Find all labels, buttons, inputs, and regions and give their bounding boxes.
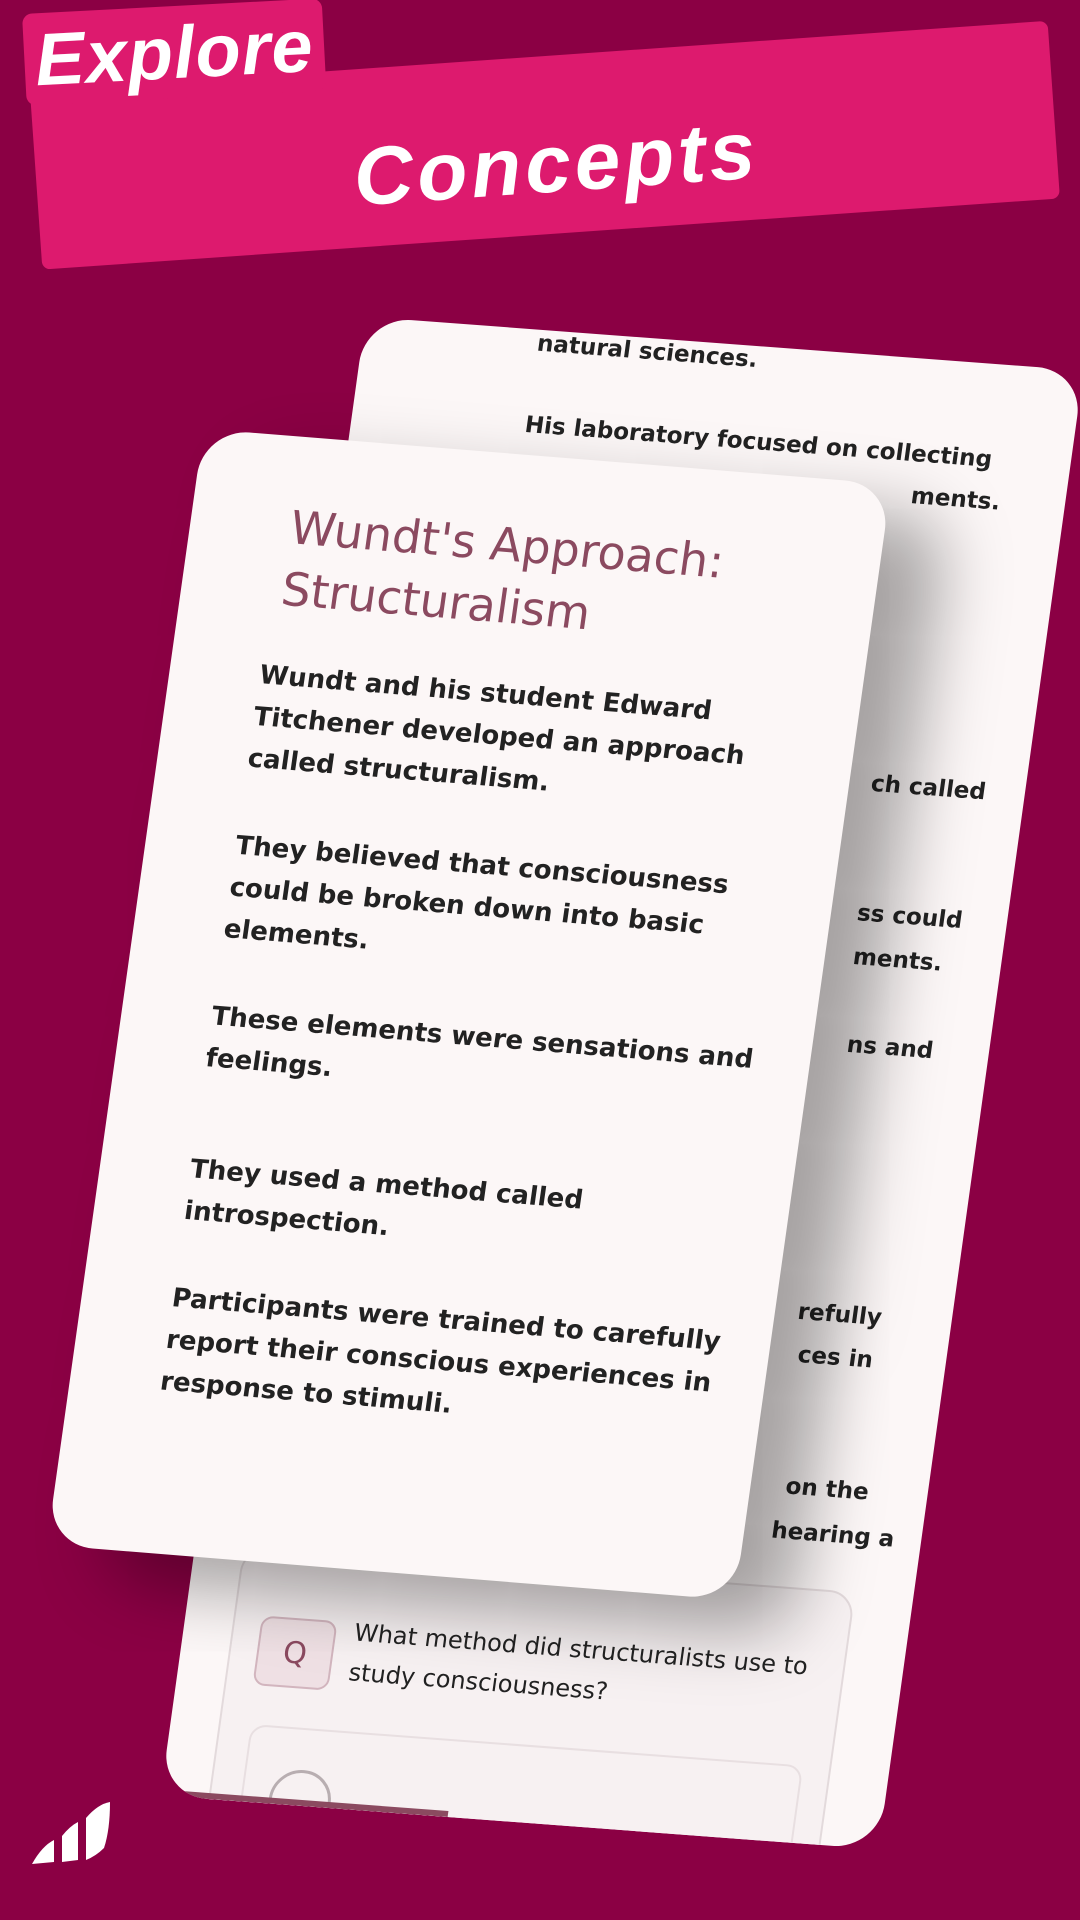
back-text-line: on the [783,1473,871,1506]
lesson-paragraph: These elements were sensations and feelings. [203,1001,756,1084]
lesson-paragraph: They used a method called introspection. [182,1154,586,1243]
answer-option[interactable] [223,1724,804,1849]
back-text-line: hearing a [769,1517,897,1553]
lesson-body [157,654,820,1447]
back-text-line: His laboratory focused on collecting [523,411,994,473]
question-text: What method did structuralists use to study consciousness? [346,1618,810,1706]
back-text-line: ments. [851,944,945,977]
concepts-label: Concepts [350,104,762,224]
back-text-line: ch called [869,770,988,806]
back-text-line: natural sciences. [535,330,760,374]
explore-tag [22,0,326,106]
back-text-line: ss could [855,900,965,934]
explore-label: Explore [33,3,316,101]
question-badge: Q [252,1616,337,1691]
lesson-paragraph: Participants were trained to carefully report their conscious experiences in response to stimuli. [158,1283,723,1420]
lesson-paragraph: Wundt and his student Edward Titchener developed an approach called structuralism. [245,660,747,798]
lesson-title: Wundt's Approach: Structuralism [278,500,728,641]
back-text-line: ns and [845,1031,935,1065]
app-logo-icon [28,1790,112,1870]
back-text-line: refully [796,1298,884,1332]
back-text-line: ces in [796,1342,875,1374]
back-text-line: ments. [909,483,1002,516]
lesson-paragraph: They believed that consciousness could be broken down into basic elements. [221,830,731,956]
